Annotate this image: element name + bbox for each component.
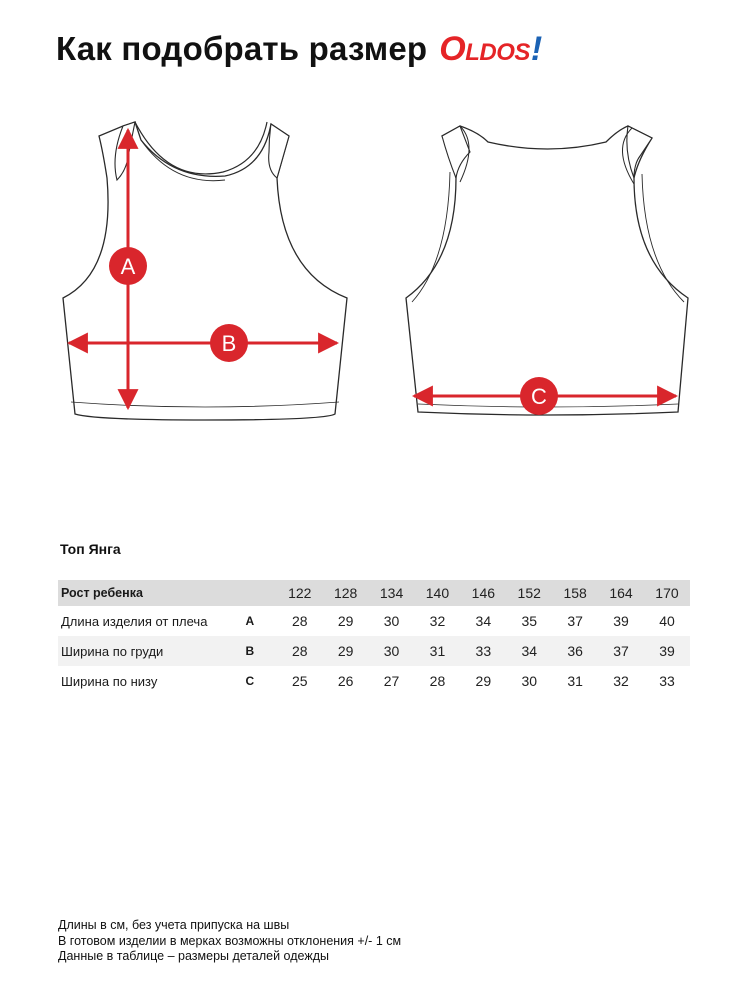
value-cell: 27 (383, 673, 400, 689)
front-outline (63, 122, 347, 420)
row-label: Ширина по груди (58, 636, 245, 666)
row-code: A (245, 614, 255, 628)
size-cell: 170 (644, 580, 690, 606)
value-cell: 39 (644, 636, 690, 666)
svg-text:C: C (531, 384, 547, 409)
value-cell: 32 (613, 673, 629, 689)
value-cell: 37 (567, 613, 583, 629)
size-table (58, 580, 690, 696)
size-cell: 128 (323, 580, 369, 606)
garment-front-svg (55, 112, 355, 432)
footnote: Данные в таблице – размеры деталей одежды (58, 949, 329, 963)
marker-c (520, 377, 558, 415)
table-row (58, 606, 690, 636)
garment-back-diagram (398, 112, 698, 432)
value-cell: 25 (291, 673, 308, 689)
row-code: B (245, 636, 276, 666)
page-title (56, 30, 542, 69)
footnotes (58, 918, 401, 965)
value-cell: 39 (613, 613, 629, 629)
size-cell: 146 (460, 580, 506, 606)
footnote: Длины в см, без учета припуска на швы (58, 918, 290, 932)
value-cell: 28 (429, 673, 446, 689)
back-outline (406, 126, 688, 415)
value-cell: 32 (429, 613, 446, 629)
brand-logo: O LDOS ! (439, 30, 542, 68)
value-cell: 30 (369, 636, 415, 666)
value-cell: 31 (415, 636, 461, 666)
value-cell: 29 (323, 636, 369, 666)
page-title-text: Как подобрать размер (56, 30, 428, 67)
value-cell: 31 (567, 673, 583, 689)
value-cell: 28 (277, 636, 323, 666)
garment-back-svg (398, 112, 698, 432)
row-label: Длина изделия от плеча (61, 613, 208, 629)
product-name: Топ Янга (60, 541, 121, 557)
footnote: В готовом изделии в мерках возможны отклонения +/- 1 см (58, 933, 402, 948)
value-cell: 33 (460, 636, 506, 666)
size-cell: 164 (598, 580, 644, 606)
table-header-row (58, 580, 690, 606)
size-cell: 158 (552, 580, 598, 606)
garment-front-diagram (55, 112, 355, 432)
value-cell: 30 (383, 613, 400, 629)
value-cell: 34 (475, 613, 492, 629)
marker-a (109, 247, 147, 285)
size-cell: 152 (506, 580, 552, 606)
header-label: Рост ребенка (58, 580, 245, 606)
value-cell: 29 (337, 613, 354, 629)
value-cell: 29 (475, 673, 492, 689)
svg-text:B: B (221, 331, 237, 356)
value-cell: 30 (521, 673, 538, 689)
value-cell: 35 (521, 613, 538, 629)
value-cell: 40 (659, 613, 675, 629)
table-row (58, 666, 690, 696)
marker-b (210, 324, 248, 362)
row-label: Ширина по низу (61, 673, 158, 689)
size-cell: 134 (369, 580, 415, 606)
value-cell: 36 (552, 636, 598, 666)
value-cell: 34 (506, 636, 552, 666)
table-row (58, 636, 690, 666)
size-cell: 140 (415, 580, 461, 606)
value-cell: 33 (659, 673, 675, 689)
row-code: C (245, 674, 255, 688)
value-cell: 26 (337, 673, 354, 689)
value-cell: 28 (291, 613, 308, 629)
size-cell: 122 (277, 580, 323, 606)
value-cell: 37 (598, 636, 644, 666)
svg-text:A: A (120, 254, 136, 279)
